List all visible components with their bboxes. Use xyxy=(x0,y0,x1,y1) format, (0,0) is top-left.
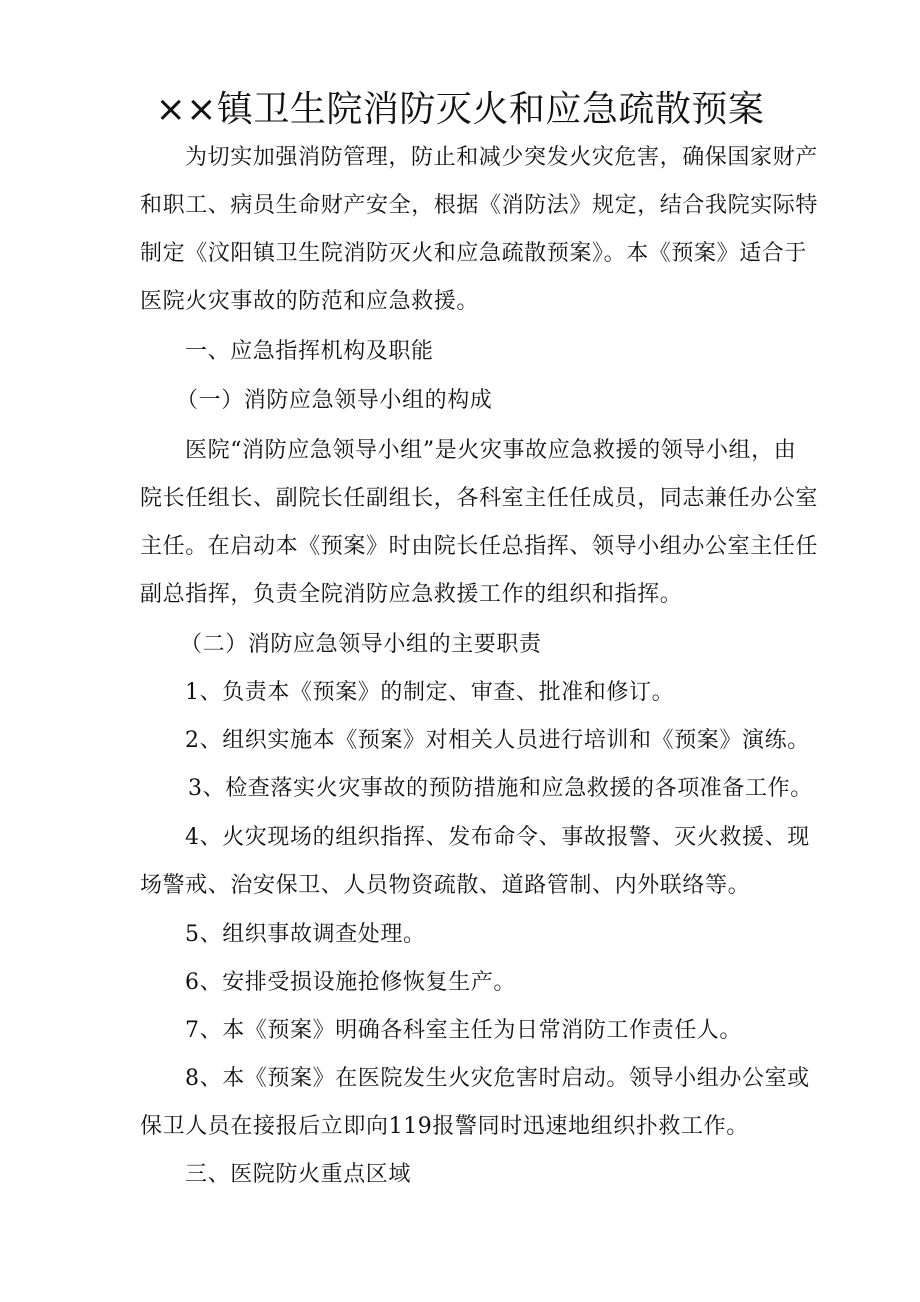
paragraph-line: 为切实加强消防管理，防止和减少突发火灾危害，确保国家财产 xyxy=(185,145,818,170)
paragraph-line: 和职工、病员生命财产安全，根据《消防法》规定，结合我院实际特 xyxy=(140,193,819,218)
list-item: 3、检查落实火灾事故的预防措施和应急救援的各项准备工作。 xyxy=(188,776,813,801)
document-title: ××镇卫生院消防灭火和应急疏散预案 xyxy=(155,89,765,130)
section-heading: 三、医院防火重点区域 xyxy=(185,1162,412,1187)
list-item: 8、本《预案》在医院发生火灾危害时启动。领导小组办公室或 xyxy=(185,1066,810,1091)
paragraph-line: 院长任组长、副院长任副组长，各科室主任任成员，同志兼任办公室 xyxy=(140,486,819,511)
list-item: 7、本《预案》明确各科室主任为日常消防工作责任人。 xyxy=(185,1018,742,1043)
list-item: 6、安排受损设施抢修恢复生产。 xyxy=(185,970,516,995)
paragraph-line: 副总指挥，负责全院消防应急救援工作的组织和指挥。 xyxy=(140,582,683,607)
paragraph-line: 主任。在启动本《预案》时由院长任总指挥、领导小组办公室主任任 xyxy=(140,534,819,559)
paragraph-line: 医院火灾事故的防范和应急救援。 xyxy=(140,289,480,314)
paragraph-line: 制定《汶阳镇卫生院消防灭火和应急疏散预案》。本《预案》适合于 xyxy=(140,241,808,266)
subsection-heading: （二）消防应急领导小组的主要职责 xyxy=(180,632,542,657)
list-item: 5、组织事故调查处理。 xyxy=(185,922,426,947)
section-heading: 一、应急指挥机构及职能 xyxy=(185,339,434,364)
list-item-continuation: 保卫人员在接报后立即向119报警同时迅速地组织扑救工作。 xyxy=(140,1114,749,1139)
list-item: 2、组织实施本《预案》对相关人员进行培训和《预案》演练。 xyxy=(185,728,810,753)
paragraph-line: 医院“消防应急领导小组”是火灾事故应急救援的领导小组，由 xyxy=(185,438,797,463)
subsection-heading: （一）消防应急领导小组的构成 xyxy=(176,388,493,413)
list-item: 4、火灾现场的组织指挥、发布命令、事故报警、灭火救援、现 xyxy=(185,825,810,850)
list-item: 1、负责本《预案》的制定、审查、批准和修订。 xyxy=(185,680,675,705)
list-item-continuation: 场警戒、治安保卫、人员物资疏散、道路管制、内外联络等。 xyxy=(140,873,751,898)
